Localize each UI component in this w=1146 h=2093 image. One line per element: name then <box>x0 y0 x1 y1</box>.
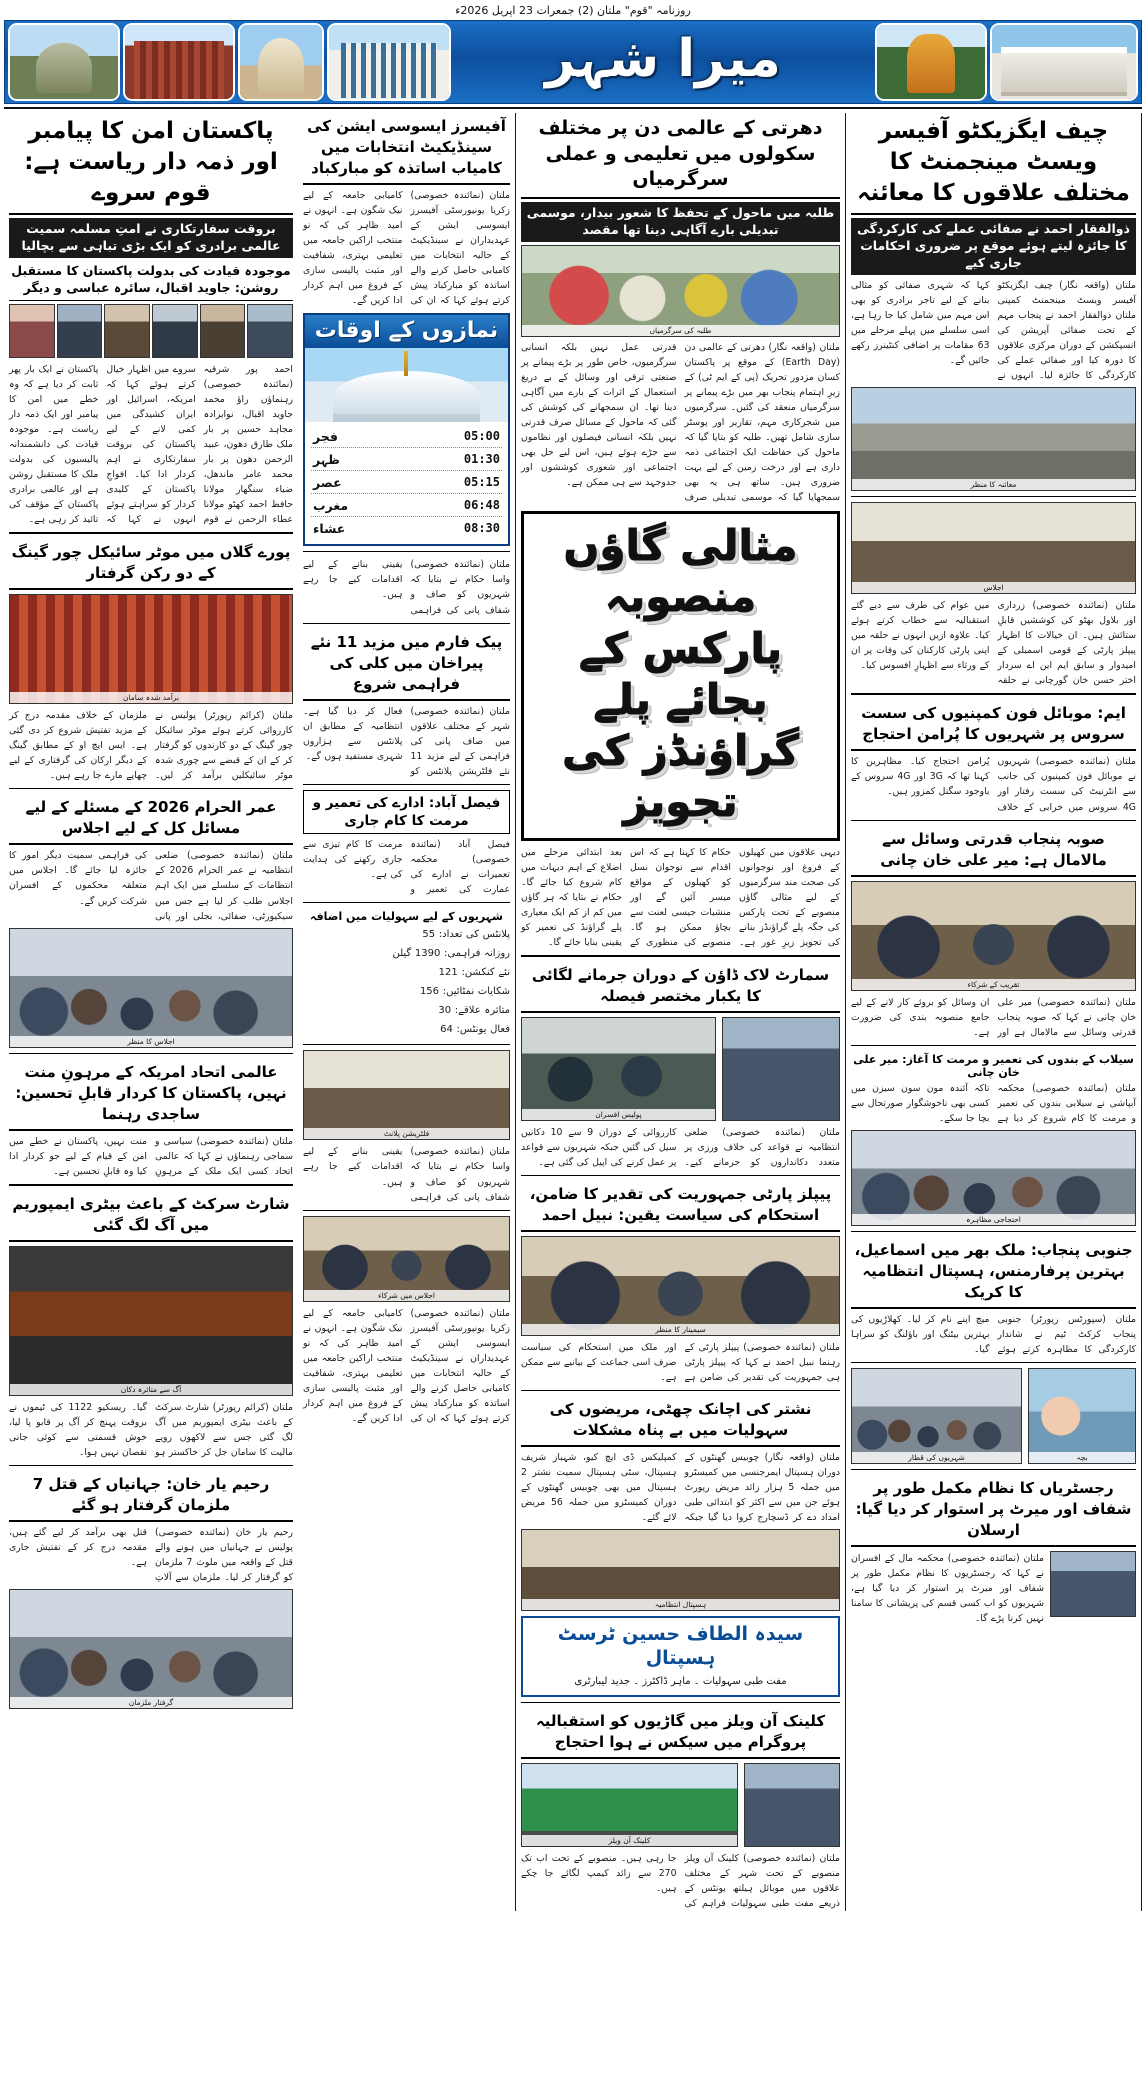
prayer-label-maghrib: مغرب <box>313 497 349 513</box>
stat-line-2: روزانہ فراہمی: 1390 گیلن <box>392 948 510 960</box>
headline-stats-block: شہریوں کے لیے سہولیات میں اضافہ <box>310 910 503 924</box>
photo-caption: فلٹریشن پلانٹ <box>304 1128 509 1139</box>
masthead-title: میرا شہر <box>545 29 781 89</box>
prayer-time-fajr: 05:00 <box>463 429 500 444</box>
masthead-photo-quaid-mazar <box>238 23 324 101</box>
leader-portrait-4 <box>104 304 150 358</box>
body-pakistan-peace: احمد پور شرقیہ (نمائندہ خصوصی) رہنماؤں راؤ محمد جاوید اقبال، نوابزادہ مجاہد حسین پر بار ملک طارق دھون، عبید الرحمن دھون پر بار محمد عامر ماندھل، ضیاء سنگھار مولانا حافظ احمد کھٹو مولانا عطاء الرحمن نے قوم سروے میں اظہار خیال کرتے ہوئے کہا کہ امریکہ، اسرائیل اور ایران کشیدگی میں کمی لانے کے لیے پاکستان کی بروقت سفارتکاری نے اہم کردار ادا کیا۔ افواجِ پاکستان کے کلیدی کردار کو سراہتے ہوئے انہوں نے کہا کہ پاکستان نے ایک بار پھر ثابت کر دیا ہے کہ وہ خطے میں امن کا پیامبر اور ایک ذمہ دار ریاست ہے۔ موجودہ قیادت کی دانشمندانہ پالیسیوں کی بدولت ملک کا مستقبل روشن ہے اور عالمی برادری پاکستان کے مؤقف کی تائید کر رہی ہے۔ <box>9 363 293 526</box>
headline-pakistan-peace: پاکستان امن کا پیامبر اور ذمہ دار ریاست ہے: قوم سروے <box>9 113 293 215</box>
body-rahim-yar-khan-arrests: رحیم یار خان (نمائندہ خصوصی) پولیس نے جہانیاں میں ہونے والے قتل کے واقعہ میں ملوث 7 ملزمان کو گرفتار کر لیا۔ ملزمان سے آلاتِ قتل بھی برآمد کر لیے گئے ہیں، مقدمہ درج کر کے تفتیش جاری ہے۔ <box>9 1526 293 1584</box>
headline-officers-association: آفیسرز ایسوسی ایشن کی سینڈیکیٹ انتخابات میں کامیاب اساتذہ کو مبارکباد <box>303 113 510 185</box>
headline-bike-thieves: پورے گلاں میں موٹر سائیکل چور گینگ کے دو رکن گرفتار <box>9 539 293 590</box>
waste-management-inspection-photo <box>851 387 1136 491</box>
banner-headline: مثالی گاؤں منصوبہ پارکس کے بجائے پلے گراؤنڈز کی تجویز <box>562 521 799 827</box>
prayer-row-zuhr <box>311 448 502 471</box>
kicker-flood-embankments: سیلاب کے بندوں کی تعمیر و مرمت کا آغاز: میر علی خان چانی <box>853 1052 1134 1079</box>
photo-caption: بچہ <box>1029 1452 1135 1463</box>
stat-line-1: پلانٹس کی تعداد: 55 <box>422 929 510 941</box>
photo-caption: اجلاس کا منظر <box>10 1036 292 1047</box>
headline-nishtar-hospital: نشتر کی اچانک چھٹی، مریضوں کی سہولیات میں بے پناہ مشکلات <box>521 1396 840 1447</box>
banner-body: دیہی علاقوں میں کھیلوں کے فروغ اور نوجوانوں کی صحت مند سرگرمیوں کے لیے مثالی گاؤں منصوبے کے تحت پارکس کی جگہ پلے گراؤنڈز بنانے کی تجویز زیرِ غور ہے۔ حکام کا کہنا ہے کہ اس اقدام سے نوجوان نسل کو کھیلوں کے مواقع میسر آئیں گے اور منشیات جیسی لعنت سے بچاؤ ممکن ہو گا۔ منصوبے کی منظوری کے بعد ابتدائی مرحلے میں اضلاع کے اہم دیہات میں کام شروع کیا جائے گا۔ حکام نے بتایا کہ ہر گاؤں میں کم از کم ایک معیاری پلے گراؤنڈ کی تعمیر کو یقینی بنایا جائے گا۔ <box>521 846 840 948</box>
column-left <box>4 113 298 1911</box>
school-children-earth-day-photo <box>521 245 840 337</box>
body-bike-thieves: ملتان (کرائم رپورٹر) پولیس نے کارروائی کرتے ہوئے موٹر سائیکل چور گینگ کے دو کارندوں کو گرفتار کر کے ان کے قبضے سے چوری شدہ موٹر سائیکلیں برآمد کر لیں۔ ملزمان کے خلاف مقدمہ درج کر کے مزید تفتیش شروع کر دی گئی ہے۔ ایس ایچ او کے مطابق گینگ کے دیگر ارکان کی گرفتاری کے لیے چھاپے مارے جا رہے ہیں۔ <box>9 710 293 782</box>
headline-punjab-resources: صوبہ پنجاب قدرتی وسائل سے مالامال ہے: میر علی خان چانی <box>851 826 1136 877</box>
subhead-pakistan-peace: بروقت سفارتکاری نے امتِ مسلمہ سمیت عالمی برادری کو ایک بڑی تباہی سے بچالیا <box>9 218 293 258</box>
stat-line-6: فعال یونٹس: 64 <box>440 1024 510 1036</box>
police-officers-photo <box>521 1017 716 1121</box>
headline-smart-lockdown: سمارٹ لاک ڈاؤن کے دوران جرمانے لگائی کا یکبار مختصر فیصلہ <box>521 962 840 1013</box>
body-nishtar-hospital: ملتان (واقعہ نگار) چوبیس گھنٹوں کے دوران ہسپتال ایمرجنسی میں کمیسٹرو میں جملہ 5 ہزار زائد مریض رپورٹ ہوئے جن میں سے اکثر کو ابتدائی طبی امداد دے کر ڈسچارج کروا دیا گیا جبکہ کمپلیکس ڈی ایچ کیو، شہباز شریف ہسپتال، سٹی ہسپتال سمیت نشتر 2 ہسپتال میں بھی چوبیس گھنٹوں کے دوران کمیسٹرو میں جملہ 56 مریض لائے گئے۔ <box>521 1452 840 1524</box>
photo-caption: اجلاس <box>852 582 1135 593</box>
leader-portrait-1 <box>247 304 293 358</box>
stat-line-4: شکایات نمٹائیں: 156 <box>419 986 510 998</box>
leader-portrait-5 <box>57 304 103 358</box>
photo-caption: احتجاجی مظاہرہ <box>852 1214 1135 1225</box>
headline-earth-day: دھرتی کے عالمی دن پر مختلف سکولوں میں تعلیمی و عملی سرگرمیاں <box>521 113 840 199</box>
prayer-label-zuhr: ظہر <box>313 451 340 467</box>
officials-group-photo <box>303 1216 510 1302</box>
body-punjab-resources: ملتان (نمائندہ خصوصی) میر علی خان چانی نے کہا کہ صوبہ پنجاب قدرتی وسائل سے مالامال ہے اور ان وسائل کو بروئے کار لانے کے لیے جامع منصوبہ بندی کی ضرورت ہے۔ <box>851 996 1136 1038</box>
body-cricket: ملتان (سپورٹس رپورٹر) جنوبی پنجاب کرکٹ ٹیم نے شاندار کارکردگی کا مظاہرہ کرتے ہوئے میچ اپنے نام کر لیا۔ کھلاڑیوں کی بہترین بیٹنگ اور باؤلنگ کو سراہا گیا۔ <box>851 1313 1136 1355</box>
subhead-earth-day: طلبہ میں ماحول کے تحفظ کا شعور بیدار، موسمی تبدیلی بارے آگاہی دینا تھا مقصد <box>521 202 840 242</box>
body-pp-democracy: ملتان (نمائندہ خصوصی) پیپلز پارٹی کے رہنما نبیل احمد نے کہا کہ پیپلز پارٹی ہی جمہوریت کی تقدیر کی ضامن ہے اور ملک میں استحکام کی سیاست صرف اسی جماعت کے بیانیے سے ممکن ہے۔ <box>521 1342 840 1384</box>
body-officers-association: ملتان (نمائندہ خصوصی) زکریا یونیورسٹی آفیسرز ایسوسی ایشن کے عہدیداران نے سینڈیکیٹ کے حالیہ انتخابات میں کامیابی حاصل کرنے والے اساتذہ کو مبارکباد پیش کرتے ہوئے کہا کہ ان کی کامیابی جامعہ کے لیے نیک شگون ہے۔ انہوں نے امید ظاہر کی کہ نو منتخب اراکین جامعہ میں تعلیمی بہتری، شفافیت اور مثبت پالیسی سازی کے فروغ میں اہم کردار ادا کریں گے۔ <box>303 190 510 307</box>
column-center-left <box>298 113 516 1911</box>
column-right <box>846 113 1142 1911</box>
prayer-times-title: نمازوں کے اوقات <box>305 315 508 348</box>
banner-ideal-village <box>521 511 840 840</box>
clinic-on-wheels-photo <box>521 1763 738 1847</box>
body-pp-leader: ملتان (نمائندہ خصوصی) زرداری اور بلاول بھٹو کی کوششیں قابلِ ستائش ہیں۔ ان خیالات کا اظہار پیپلز پارٹی کے قومی اسمبلی کے امیدوار و سابق ایم این اے سردار اختر حسن خان گورچانی نے حلقہ میں عوام کی طرف سے دیے گئے استقبالیہ سے خطاب کرتے ہوئے کیا۔ علاوہ ازیں انہوں نے حلقہ میں اپنی پارٹی کارکنان کی وفات پر ان کے ورثاء سے اظہارِ افسوس کیا۔ <box>851 600 1136 687</box>
headline-filter-plants: پیک فارم میں مزید 11 نئے پیراخان میں کلی کی فراہمی شروع <box>303 629 510 701</box>
headline-rahim-yar-khan-arrests: رحیم یار خان: جہانیاں کے قتل 7 ملزمان گرفتار ہو گئے <box>9 1471 293 1522</box>
headline-faisalabad-repair: فیصل آباد: ادارے کی تعمیر و مرمت کا کام جاری <box>303 790 510 834</box>
masthead <box>4 20 1142 104</box>
body-officials-group: ملتان (نمائندہ خصوصی) واسا حکام نے بتایا کہ شہریوں کو صاف و شفاف پانی کی فراہمی یقینی بنانے کے لیے اقدامات کیے جا رہے ہیں۔ <box>303 1146 510 1203</box>
body-faisalabad-repair: فیصل آباد (نمائندہ خصوصی) محکمہ تعمیرات نے ادارے کی عمارت کی تعمیر و مرمت کا کام تیزی سے جاری رکھنے کی ہدایت کی ہے۔ <box>303 839 510 896</box>
stat-line-5: متاثرہ علاقے: 30 <box>438 1005 510 1017</box>
body-filter-plants: ملتان (نمائندہ خصوصی) شہر کے مختلف علاقوں میں صاف پانی کی فراہمی کے لیے مزید 11 نئے فلٹریشن پلانٹس کو فعال کر دیا گیا ہے۔ انتظامیہ کے مطابق ان پلانٹس سے ہزاروں شہری مستفید ہوں گے۔ <box>303 705 510 777</box>
leader-portraits-row <box>9 304 293 358</box>
photo-caption: اجلاس میں شرکاء <box>304 1290 509 1301</box>
prayer-time-isha: 08:30 <box>463 521 500 536</box>
dewan-office-photo <box>851 502 1136 594</box>
masthead-photo-green-dome-tomb <box>8 23 120 101</box>
masthead-photo-blue-tiled-shrine <box>327 23 451 101</box>
ad-subtitle: مفت طبی سہولیات ۔ ماہر ڈاکٹرز ۔ جدید لیبارٹری <box>574 1675 787 1687</box>
prayer-row-asr <box>311 471 502 494</box>
page-body <box>4 113 1142 1911</box>
stat-line-3: نئے کنکشن: 121 <box>438 967 510 979</box>
prayer-row-fajr <box>311 425 502 448</box>
headline-umar-ul-haram-meeting: عمر الحرام 2026 کے مسئلے کے لیے مسائل کل کے لیے اجلاس <box>9 794 293 845</box>
photo-caption: گرفتار ملزمان <box>10 1697 292 1708</box>
headline-registry-transparent: رجسٹریاں کا نظام مکمل طور پر شفاف اور میرٹ پر استوار کر دیا گیا: ارسلان <box>851 1475 1136 1547</box>
body-filter-plants-intro: ملتان (نمائندہ خصوصی) واسا حکام نے بتایا کہ شہریوں کو صاف و شفاف پانی کی فراہمی یقینی بنانے کے لیے اقدامات کیے جا رہے ہیں۔ <box>303 559 510 616</box>
photo-caption: سیمینار کا منظر <box>522 1324 839 1335</box>
body-extra-col2: ملتان (نمائندہ خصوصی) زکریا یونیورسٹی آفیسرز ایسوسی ایشن کے عہدیداران نے سینڈیکیٹ کے حالیہ انتخابات میں کامیابی حاصل کرنے والے اساتذہ کو مبارکباد پیش کرتے ہوئے کہا کہ ان کی کامیابی جامعہ کے لیے نیک شگون ہے۔ انہوں نے امید ظاہر کی کہ نو منتخب اراکین جامعہ میں تعلیمی بہتری، شفافیت اور مثبت پالیسی سازی کے فروغ میں اہم کردار ادا کریں گے۔ <box>303 1307 510 1424</box>
body-umar-ul-haram-meeting: ملتان (نمائندہ خصوصی) ضلعی انتظامیہ نے عمر الحرام 2026 کے انتظامات کے سلسلے میں ایک اہم اجلاس طلب کر لیا ہے جس میں سیکیورٹی، صفائی، بجلی اور پانی کی فراہمی سمیت دیگر امور کا جائزہ لیا جائے گا۔ اجلاس میں متعلقہ محکموں کے افسران شرکت کریں گے۔ <box>9 850 293 922</box>
subhead2-pakistan-peace: موجودہ قیادت کی بدولت پاکستان کا مستقبل روشن: جاوید اقبال، سائرہ عباسی و دیگر <box>9 261 293 301</box>
body-mobile-protest: ملتان (نمائندہ خصوصی) شہریوں نے موبائل فون کمپنیوں کی جانب سے انٹرنیٹ کی سست رفتار اور 4G سروس میں خرابی کے خلاف پُرامن احتجاج کیا۔ مظاہرین کا کہنا تھا کہ 3G اور 4G سروس کے باوجود سگنل کمزور ہیں۔ <box>851 756 1136 813</box>
leader-portrait-3 <box>152 304 198 358</box>
body-earth-day: ملتان (واقعہ نگار) دھرتی کے عالمی دن (Earth Day) کے موقع پر پاکستان کسان مزدور تحریک (پی کے ایم ٹی) کے زیرِ اہتمام پنجاب بھر میں بڑے پیمانے پر سرگرمیاں منعقد کی گئیں۔ سرگرمیوں میں شجرکاری مہم، تقاریر اور پوسٹر سازی شامل تھیں۔ طلبہ کو بتایا گیا کہ ماحول کی حفاظت ایک اجتماعی ذمہ داری ہے اور درخت زمین کے لیے بہت ضروری ہیں۔ ساتھ ہی یہ بھی سمجھایا گیا کہ موسمی تبدیلی صرف قدرتی عمل نہیں بلکہ انسانی سرگرمیوں، خاص طور پر بڑے پیمانے پر صنعتی ترقی اور وسائل کے بے دریغ استعمال کے اثرات کے بارے میں آگاہی دینا تھا۔ ان سمجھانے کی کوشش کی گئی کہ ماحول کے مسائل صرف قدرتی نہیں بلکہ انسانی فیصلوں اور نظاموں سے جڑے ہوئے ہیں، اس لیے حل بھی اجتماعی اور شعوری کوششوں اور جدوجہد سے ہی ممکن ہے۔ <box>521 341 840 504</box>
group-gathering-photo <box>9 928 293 1048</box>
photo-caption: تقریب کے شرکاء <box>852 979 1135 990</box>
headline-pp-democracy: پیپلز پارٹی جمہوریت کی تقدیر کا ضامن، استحکام کی سیاست یقین: نبیل احمد <box>521 1181 840 1232</box>
prayer-label-isha: عشاء <box>313 520 346 536</box>
prayer-time-zuhr: 01:30 <box>463 452 500 467</box>
leader-portrait-6 <box>9 304 55 358</box>
dateline: روزنامہ "قوم" ملتان (2) جمعرات 23 اپریل 2026ء <box>455 3 691 17</box>
prayer-label-asr: عصر <box>313 474 342 490</box>
hospital-advertisement[interactable] <box>521 1616 840 1697</box>
masthead-photo-clock-tower-building <box>990 23 1138 101</box>
prayer-times-list <box>305 422 508 544</box>
body-waste-management: ملتان (واقعہ نگار) چیف ایگزیکٹو آفیسر ویسٹ مینجمنٹ کمپنی ملتان ذوالفقار احمد نے پنجاب مہم کے تحت صفائی آپریشن کی انسپکشن کے دوران مرکزی علاقوں کا دورہ کیا اور صفائی عملے کی کارکردگی کا جائزہ لیا۔ انہوں نے کہا کہ شہری صفائی کو مثالی بنانے کے لیے تاجر برادری کو بھی اس مہم میں شامل کیا جا رہا ہے، اسی سلسلے میں پہلے مرحلے میں 63 مقامات پر اضافی کنٹینرز رکھے جائیں گے۔ <box>851 279 1136 382</box>
body-short-circuit-fire: ملتان (کرائم رپورٹر) شارٹ سرکٹ کے باعث بیٹری ایمپوریم میں آگ لگ گئی جس سے لاکھوں روپے مالیت کا سامان جل کر خاکستر ہو گیا۔ ریسکیو 1122 کی ٹیموں نے بروقت پہنچ کر آگ پر قابو پا لیا، خوش قسمتی سے کوئی جانی نقصان نہیں ہوا۔ <box>9 1401 293 1458</box>
protest-group-photo <box>851 1130 1136 1226</box>
headline-cricket: جنوبی پنجاب: ملک بھر میں اسماعیل، بہترین پرفارمنس، ہسپتال انتظامیہ کا کریک <box>851 1237 1136 1309</box>
photo-caption: پولیس افسران <box>522 1109 715 1120</box>
photo-caption: برآمد شدہ سامان <box>10 692 292 703</box>
man-portrait-photo <box>1050 1551 1136 1617</box>
masthead-photo-red-brick-college <box>123 23 235 101</box>
child-portrait-photo <box>1028 1368 1136 1464</box>
masthead-photo-golden-temple-monument <box>875 23 987 101</box>
headline-global-alliance: عالمی اتحاد امریکہ کے مرہونِ منت نہیں، پاکستان کا کردار قابلِ تحسین: ساجدی رہنما <box>9 1059 293 1131</box>
seminar-room-photo <box>521 1236 840 1336</box>
prayer-row-maghrib <box>311 494 502 517</box>
prayer-times-box <box>303 313 510 546</box>
body-registry-transparent: ملتان (نمائندہ خصوصی) محکمہ مال کے افسران نے کہا کہ رجسٹریوں کا نظام مکمل طور پر شفاف اور میرٹ پر استوار کر دیا گیا ہے، شہریوں کو اب کسی قسم کی پریشانی کا سامنا نہیں کرنا پڑے گا۔ <box>851 1552 1044 1625</box>
headline-clinic-on-wheels: کلینک آن ویلز میں گاڑیوں کو استقبالیہ پروگرام میں سیکس نے ہوا احتجاج <box>521 1708 840 1759</box>
three-officials-photo <box>851 881 1136 991</box>
headline-short-circuit-fire: شارٹ سرکٹ کے باعث بیٹری ایمپوریم میں آگ لگ گئی <box>9 1191 293 1242</box>
body-smart-lockdown: ملتان (نمائندہ خصوصی) ضلعی انتظامیہ نے قواعد کی خلاف ورزی پر متعدد دکانداروں کو جرمانے کیے۔ کارروائی کے دوران 9 سے 10 دکانیں سیل کی گئیں جبکہ شہریوں سے قواعد پر عمل کرنے کی اپیل کی گئی ہے۔ <box>521 1126 840 1169</box>
body-global-alliance: ملتان (نمائندہ خصوصی) سیاسی و سماجی رہنماؤں نے کہا کہ عالمی اتحاد کسی ایک ملک کے مرہونِ منت نہیں، پاکستان نے خطے میں امن کے قیام کے لیے جو کردار ادا کیا وہ قابلِ تحسین ہے۔ <box>9 1135 293 1177</box>
body-clinic-on-wheels: ملتان (نمائندہ خصوصی) کلینک آن ویلز منصوبے کے تحت شہر کے مختلف علاقوں میں موبائل ہیلتھ یونٹس کے ذریعے مفت طبی سہولیات فراہم کی جا رہی ہیں۔ منصوبے کے تحت اب تک 270 سے زائد کیمپ لگائے جا چکے ہیں۔ <box>521 1852 840 1910</box>
subhead-waste-management: ذوالفقار احمد نے صفائی عملے کی کارکردگی کا جائزہ لیتے ہوئے موقع پر ضروری احکامات جاری کیے <box>851 218 1136 275</box>
photo-caption: کلینک آن ویلز <box>522 1835 737 1846</box>
headline-mobile-protest: ایم: موبائل فون کمپنیوں کی سست سروس پر شہریوں کا پُرامن احتجاج <box>851 700 1136 751</box>
prayer-row-isha <box>311 517 502 539</box>
prayer-time-maghrib: 06:48 <box>463 498 500 513</box>
column-center-right <box>516 113 846 1911</box>
photo-caption: معائنہ کا منظر <box>852 479 1135 490</box>
mosque-dome-image <box>305 348 508 422</box>
photo-caption: شہریوں کی قطار <box>852 1452 1021 1463</box>
photo-caption: طلبہ کی سرگرمیاں <box>522 325 839 336</box>
fire-damage-photo <box>9 1246 293 1396</box>
arrested-suspects-photo <box>9 1589 293 1709</box>
queue-line-photo <box>851 1368 1022 1464</box>
ad-title: سیدہ الطاف حسین ٹرسٹ ہسپتال <box>557 1623 804 1670</box>
headline-waste-management: چیف ایگزیکٹو آفیسر ویسٹ مینجمنٹ کا مختلف علاقوں کا معائنہ <box>851 113 1136 215</box>
man-portrait-photo <box>722 1017 840 1121</box>
water-filter-plant-photo <box>303 1050 510 1140</box>
man-portrait-photo <box>744 1763 840 1847</box>
prayer-time-asr: 05:15 <box>463 475 500 490</box>
photo-caption: ہسپتال انتظامیہ <box>522 1599 839 1610</box>
body-flood-embankments: ملتان (نمائندہ خصوصی) محکمہ آبپاشی نے سیلابی بندوں کی تعمیر و مرمت کا کام شروع کر دیا ہے تاکہ آئندہ مون سون سیزن میں کسی بھی ناخوشگوار صورتحال سے بچا جا سکے۔ <box>851 1082 1136 1124</box>
confiscated-bottles-photo <box>9 594 293 704</box>
photo-caption: آگ سے متاثرہ دکان <box>10 1384 292 1395</box>
prayer-label-fajr: فجر <box>313 428 338 444</box>
leader-portrait-2 <box>200 304 246 358</box>
hospital-officials-photo <box>521 1529 840 1611</box>
